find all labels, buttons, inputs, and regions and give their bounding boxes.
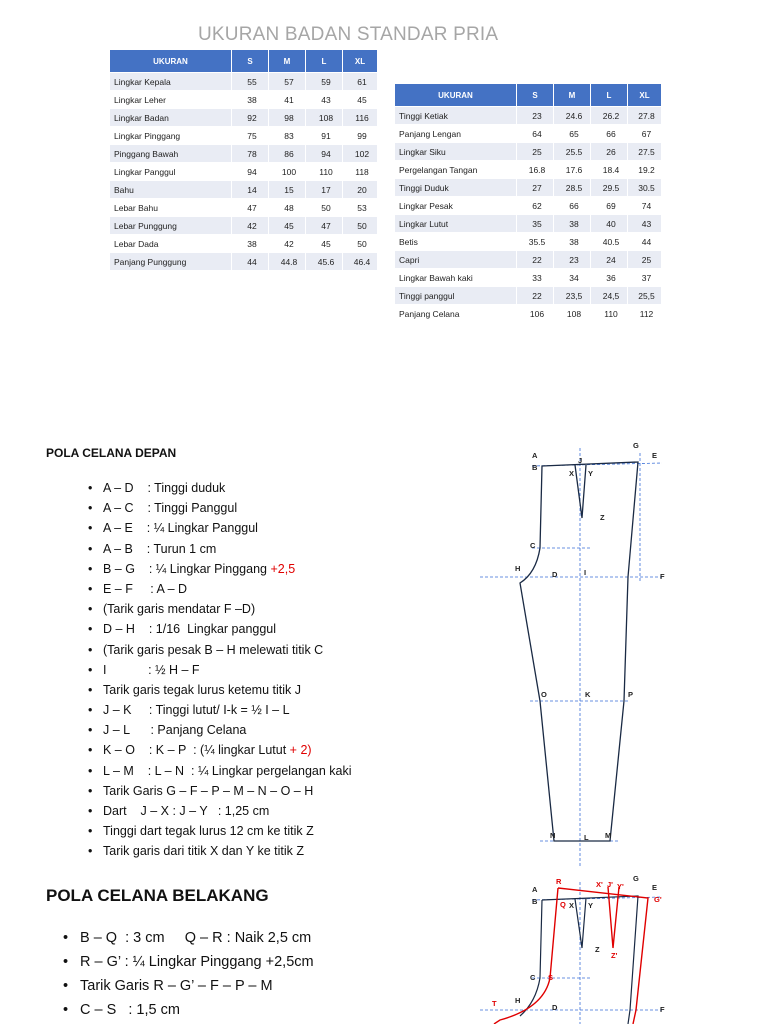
size-value-cell: 108: [553, 305, 590, 322]
measurement-name-cell: Lingkar Kepala: [110, 73, 231, 90]
table-row: [110, 91, 377, 108]
table-row: [110, 199, 377, 216]
size-value-cell: 98: [268, 109, 305, 126]
size-value-cell: 25,5: [627, 287, 661, 304]
step-item: [85, 619, 352, 639]
step-text: E – F : A – D: [103, 581, 188, 596]
size-value-cell: 45: [268, 217, 305, 234]
size-value-cell: 50: [305, 199, 342, 216]
step-item: • R – G’ : ¼ Lingkar Pinggang +2,5cm: [60, 950, 314, 974]
table-row: [110, 217, 377, 234]
size-value-cell: 110: [305, 163, 342, 180]
guide-lines: [480, 448, 662, 866]
step-text: J – L : Panjang Celana: [103, 723, 247, 738]
table-row: [395, 287, 661, 304]
table-row: [395, 269, 661, 286]
point-label: T: [492, 999, 497, 1008]
size-value-cell: 99: [342, 127, 377, 144]
size-value-cell: 44: [231, 253, 268, 270]
table-row: [110, 109, 377, 126]
point-label: X': [596, 880, 603, 889]
point-label: P: [628, 690, 634, 699]
measurement-name-cell: Betis: [395, 233, 516, 250]
step-text: Tarik Garis G – F – P – M – N – O – H: [103, 783, 314, 798]
column-header: M: [268, 50, 305, 72]
size-value-cell: 100: [268, 163, 305, 180]
point-label: R: [556, 877, 562, 886]
column-header: S: [231, 50, 268, 72]
size-value-cell: 66: [590, 125, 627, 142]
point-label: Z: [595, 945, 600, 954]
size-value-cell: 102: [342, 145, 377, 162]
size-value-cell: 35.5: [516, 233, 553, 250]
size-value-cell: 59: [305, 73, 342, 90]
size-value-cell: 41: [268, 91, 305, 108]
point-label: N: [550, 831, 556, 840]
size-value-cell: 36: [590, 269, 627, 286]
size-value-cell: 116: [342, 109, 377, 126]
step-item: [85, 478, 352, 498]
size-value-cell: 24: [590, 251, 627, 268]
size-value-cell: 108: [305, 109, 342, 126]
measurement-name-cell: Lingkar Leher: [110, 91, 231, 108]
step-text: A – C : Tinggi Panggul: [103, 501, 238, 516]
point-label: E: [652, 883, 658, 892]
column-header: L: [590, 84, 627, 106]
size-value-cell: 91: [305, 127, 342, 144]
point-label: E: [652, 451, 658, 460]
point-label: B: [532, 463, 538, 472]
size-value-cell: 40: [590, 215, 627, 232]
point-label: Q: [560, 900, 566, 909]
table-row: [110, 253, 377, 270]
size-value-cell: 14: [231, 181, 268, 198]
step-item: [85, 599, 352, 619]
size-value-cell: 30.5: [627, 179, 661, 196]
point-label: H: [515, 564, 521, 573]
table-row: [395, 197, 661, 214]
point-label: J': [607, 880, 613, 889]
point-label: A: [532, 451, 538, 460]
step-item: [85, 781, 352, 801]
step-text: Tinggi dart tegak lurus 12 cm ke titik Z: [103, 824, 314, 839]
size-value-cell: 94: [305, 145, 342, 162]
size-value-cell: 50: [342, 217, 377, 234]
step-text: I : ½ H – F: [103, 662, 200, 677]
size-value-cell: 75: [231, 127, 268, 144]
size-value-cell: 43: [627, 215, 661, 232]
point-label: K: [585, 690, 591, 699]
column-header: XL: [342, 50, 377, 72]
size-table-lower-body: [395, 83, 661, 323]
size-value-cell: 38: [553, 233, 590, 250]
size-value-cell: 23: [516, 107, 553, 124]
step-text: J – K : Tinggi lutut/ I-k = ½ I – L: [103, 703, 290, 718]
size-value-cell: 47: [305, 217, 342, 234]
size-value-cell: 46.4: [342, 253, 377, 270]
size-value-cell: 118: [342, 163, 377, 180]
measurement-name-cell: Panjang Celana: [395, 305, 516, 322]
table-row: [110, 235, 377, 252]
point-label: D: [552, 1003, 558, 1012]
step-item: [85, 579, 352, 599]
table-row: [110, 127, 377, 144]
measurement-name-cell: Lingkar Badan: [110, 109, 231, 126]
size-value-cell: 38: [553, 215, 590, 232]
step-item: [85, 518, 352, 538]
point-label: C: [530, 541, 536, 550]
table-row: [395, 233, 661, 250]
step-text: (Tarik garis pesak B – H melewati titik C: [103, 642, 324, 657]
measurement-name-cell: Lingkar Pesak: [395, 197, 516, 214]
measurement-name-cell: Lebar Punggung: [110, 217, 231, 234]
step-text: K – O : K – P : (¼ lingkar Lutut: [103, 743, 290, 758]
size-value-cell: 42: [231, 217, 268, 234]
step-text: Tarik garis dari titik X dan Y ke titik Z: [103, 844, 305, 859]
step-text: A – D : Tinggi duduk: [103, 481, 226, 495]
step-item: • Tarik Garis R – G’ – F – P – M: [60, 974, 314, 998]
step-item: [85, 539, 352, 559]
point-label: M: [605, 831, 612, 840]
point-label: S: [548, 973, 554, 982]
size-value-cell: 62: [516, 197, 553, 214]
table-row: [110, 73, 377, 90]
front-pattern-outline: [520, 462, 638, 841]
size-value-cell: 15: [268, 181, 305, 198]
size-value-cell: 67: [627, 125, 661, 142]
measurement-name-cell: Lingkar Siku: [395, 143, 516, 160]
front-pattern-point-labels: [515, 441, 665, 842]
point-label: G': [654, 895, 662, 904]
size-value-cell: 26.2: [590, 107, 627, 124]
size-value-cell: 34: [553, 269, 590, 286]
column-header: UKURAN: [395, 84, 516, 106]
measurement-name-cell: Lebar Bahu: [110, 199, 231, 216]
size-value-cell: 23,5: [553, 287, 590, 304]
point-label: L: [584, 833, 589, 842]
measurement-name-cell: Panjang Punggung: [110, 253, 231, 270]
point-label: C: [530, 973, 536, 982]
size-value-cell: 26: [590, 143, 627, 160]
measurement-name-cell: Tinggi panggul: [395, 287, 516, 304]
point-label: O: [541, 690, 547, 699]
size-value-cell: 69: [590, 197, 627, 214]
back-pattern-heading: POLA CELANA BELAKANG: [46, 886, 269, 905]
step-text: L – M : L – N : ¼ Lingkar pergelangan kaki: [103, 763, 352, 778]
point-label: X: [569, 901, 575, 910]
step-item: [85, 801, 352, 821]
measurement-name-cell: Lingkar Panggul: [110, 163, 231, 180]
point-label: F: [660, 572, 665, 581]
table-row: [395, 161, 661, 178]
size-value-cell: 38: [231, 91, 268, 108]
size-value-cell: 29.5: [590, 179, 627, 196]
table-row: [110, 145, 377, 162]
size-value-cell: 45: [342, 91, 377, 108]
measurement-name-cell: Lingkar Lutut: [395, 215, 516, 232]
point-label: D: [552, 570, 558, 579]
point-label: G: [633, 441, 639, 450]
size-value-cell: 42: [268, 235, 305, 252]
size-value-cell: 25: [627, 251, 661, 268]
measurement-name-cell: Lingkar Pinggang: [110, 127, 231, 144]
table-row: [395, 179, 661, 196]
point-label: X: [569, 469, 575, 478]
size-value-cell: 33: [516, 269, 553, 286]
point-label: Y: [588, 901, 594, 910]
column-header: L: [305, 50, 342, 72]
point-label: A: [532, 885, 538, 894]
back-pattern-steps: [60, 926, 314, 1022]
size-value-cell: 92: [231, 109, 268, 126]
step-text: D – H : 1/16 Lingkar panggul: [103, 622, 277, 637]
point-label: F: [660, 1005, 665, 1014]
front-pattern-diagram: [470, 438, 710, 868]
table-row: [110, 181, 377, 198]
size-value-cell: 40.5: [590, 233, 627, 250]
size-value-cell: 110: [590, 305, 627, 322]
measurement-name-cell: Pinggang Bawah: [110, 145, 231, 162]
size-value-cell: 27.8: [627, 107, 661, 124]
table-row: [395, 305, 661, 322]
step-text: (Tarik garis mendatar F –D): [103, 602, 256, 617]
point-label: B: [532, 897, 538, 906]
step-item: [85, 720, 352, 740]
step-item: [85, 821, 352, 841]
table-header-row: [110, 50, 377, 72]
measurement-name-cell: Lebar Dada: [110, 235, 231, 252]
table-header-row: [395, 84, 661, 106]
size-value-cell: 37: [627, 269, 661, 286]
size-value-cell: 66: [553, 197, 590, 214]
size-value-cell: 61: [342, 73, 377, 90]
size-value-cell: 83: [268, 127, 305, 144]
size-value-cell: 25.5: [553, 143, 590, 160]
table-row: [110, 163, 377, 180]
table-row: [395, 107, 661, 124]
size-value-cell: 55: [231, 73, 268, 90]
step-text: A – E : ¼ Lingkar Panggul: [103, 521, 258, 536]
point-label: G: [633, 874, 639, 883]
size-value-cell: 24,5: [590, 287, 627, 304]
point-label: J: [578, 456, 583, 465]
back-pattern-base-outline: [520, 896, 638, 1024]
table-row: [395, 143, 661, 160]
step-item: [85, 640, 352, 660]
size-value-cell: 94: [231, 163, 268, 180]
size-value-cell: 64: [516, 125, 553, 142]
point-label: H: [515, 996, 521, 1005]
size-value-cell: 50: [342, 235, 377, 252]
size-value-cell: 78: [231, 145, 268, 162]
size-value-cell: 19.2: [627, 161, 661, 178]
step-text: B – G : ¼ Lingkar Pinggang: [103, 561, 271, 576]
column-header: XL: [627, 84, 661, 106]
step-item: [85, 559, 352, 579]
size-value-cell: 17.6: [553, 161, 590, 178]
size-value-cell: 38: [231, 235, 268, 252]
step-text: A – B : Turun 1 cm: [103, 541, 217, 556]
size-value-cell: 22: [516, 287, 553, 304]
step-item: [85, 841, 352, 861]
measurement-name-cell: Bahu: [110, 181, 231, 198]
table-row: [395, 251, 661, 268]
size-value-cell: 23: [553, 251, 590, 268]
size-value-cell: 18.4: [590, 161, 627, 178]
table-row: [395, 215, 661, 232]
size-value-cell: 53: [342, 199, 377, 216]
column-header: UKURAN: [110, 50, 231, 72]
size-value-cell: 86: [268, 145, 305, 162]
step-allowance: +2,5: [270, 561, 296, 576]
measurement-name-cell: Panjang Lengan: [395, 125, 516, 142]
size-value-cell: 57: [268, 73, 305, 90]
step-text: Tarik garis tegak lurus ketemu titik J: [103, 682, 301, 697]
size-value-cell: 27: [516, 179, 553, 196]
measurement-name-cell: Capri: [395, 251, 516, 268]
size-value-cell: 44.8: [268, 253, 305, 270]
measurement-name-cell: Tinggi Duduk: [395, 179, 516, 196]
point-label: I: [584, 568, 587, 577]
measurement-name-cell: Tinggi Ketiak: [395, 107, 516, 124]
size-value-cell: 25: [516, 143, 553, 160]
point-label: Z': [611, 951, 618, 960]
point-label: Z: [600, 513, 605, 522]
step-allowance: + 2): [289, 743, 312, 758]
table-row: [395, 125, 661, 142]
size-value-cell: 27.5: [627, 143, 661, 160]
size-value-cell: 20: [342, 181, 377, 198]
size-value-cell: 44: [627, 233, 661, 250]
size-value-cell: 45.6: [305, 253, 342, 270]
step-item: [85, 761, 352, 781]
measurement-name-cell: Pergelangan Tangan: [395, 161, 516, 178]
size-table-upper-body: [110, 49, 377, 271]
size-value-cell: 74: [627, 197, 661, 214]
step-item: [85, 660, 352, 680]
step-item: [85, 740, 352, 760]
back-pattern-diagram: [470, 870, 710, 1024]
measurement-name-cell: Lingkar Bawah kaki: [395, 269, 516, 286]
step-item: [85, 700, 352, 720]
front-pattern-heading: POLA CELANA DEPAN: [46, 446, 177, 460]
step-item: [85, 498, 352, 518]
size-value-cell: 45: [305, 235, 342, 252]
size-value-cell: 35: [516, 215, 553, 232]
size-value-cell: 22: [516, 251, 553, 268]
size-value-cell: 17: [305, 181, 342, 198]
step-item: • B – Q : 3 cm Q – R : Naik 2,5 cm: [60, 926, 314, 950]
column-header: S: [516, 84, 553, 106]
size-value-cell: 106: [516, 305, 553, 322]
column-header: M: [553, 84, 590, 106]
step-item: • C – S : 1,5 cm: [60, 998, 314, 1022]
size-value-cell: 43: [305, 91, 342, 108]
size-value-cell: 24.6: [553, 107, 590, 124]
step-item: [85, 680, 352, 700]
size-value-cell: 48: [268, 199, 305, 216]
size-value-cell: 65: [553, 125, 590, 142]
point-label: Y: [588, 469, 594, 478]
size-value-cell: 112: [627, 305, 661, 322]
size-value-cell: 16.8: [516, 161, 553, 178]
size-value-cell: 47: [231, 199, 268, 216]
front-pattern-steps: [85, 478, 352, 862]
page-title: UKURAN BADAN STANDAR PRIA: [198, 24, 499, 45]
size-value-cell: 28.5: [553, 179, 590, 196]
step-text: Dart J – X : J – Y : 1,25 cm: [103, 804, 270, 818]
point-label: Y': [617, 882, 624, 891]
